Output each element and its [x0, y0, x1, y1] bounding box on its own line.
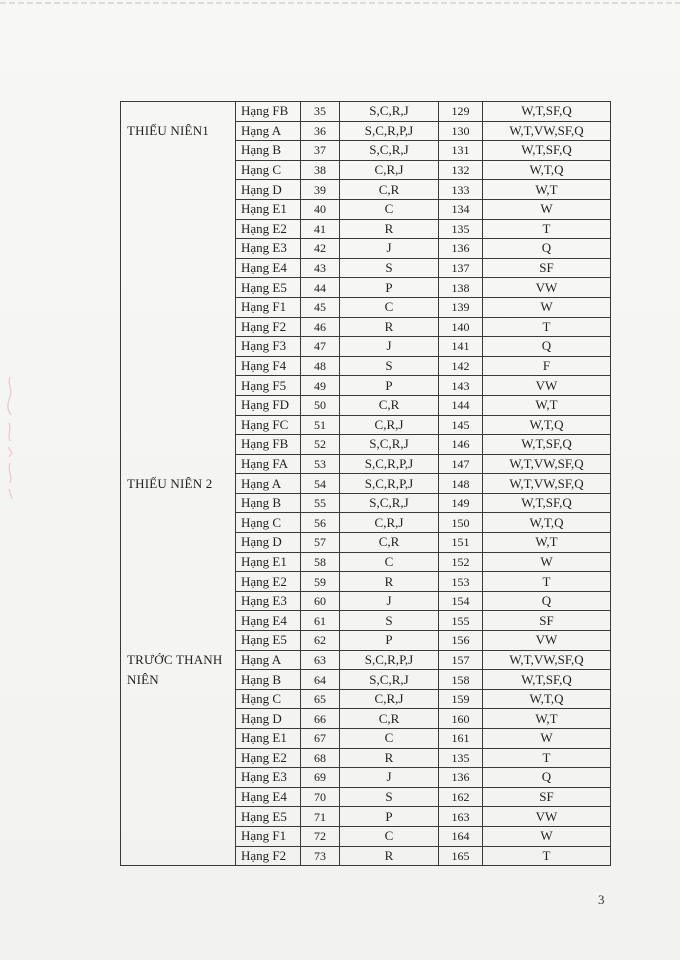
code-letters-cell-2: W,T,Q [483, 689, 611, 709]
code-letters-cell-2: VW [483, 631, 611, 651]
code-letters-cell: J [340, 768, 439, 788]
code-number-cell: 55 [301, 493, 340, 513]
rank-cell: Hạng F2 [236, 317, 301, 337]
handwritten-margin-mark [4, 375, 16, 505]
rank-cell: Hạng E2 [236, 219, 301, 239]
code-number-cell-2: 165 [439, 846, 483, 866]
code-number-cell-2: 152 [439, 552, 483, 572]
code-letters-cell-2: T [483, 317, 611, 337]
table-row [121, 729, 611, 749]
code-number-cell: 65 [301, 689, 340, 709]
group-cell [121, 493, 236, 513]
group-cell [121, 513, 236, 533]
table-row [121, 395, 611, 415]
table-row [121, 807, 611, 827]
code-number-cell: 41 [301, 219, 340, 239]
rank-cell: Hạng C [236, 513, 301, 533]
code-letters-cell: S,C,R,P,J [340, 474, 439, 494]
code-letters-cell: C,R [340, 709, 439, 729]
rank-cell: Hạng FA [236, 454, 301, 474]
code-number-cell-2: 161 [439, 729, 483, 749]
code-letters-cell-2: Q [483, 239, 611, 259]
code-letters-cell: P [340, 376, 439, 396]
code-number-cell: 50 [301, 395, 340, 415]
code-number-cell-2: 130 [439, 121, 483, 141]
table-row [121, 631, 611, 651]
code-letters-cell: P [340, 807, 439, 827]
code-letters-cell-2: Q [483, 337, 611, 357]
code-letters-cell-2: W,T,VW,SF,Q [483, 474, 611, 494]
code-number-cell: 51 [301, 415, 340, 435]
code-letters-cell-2: W,T [483, 395, 611, 415]
group-cell [121, 258, 236, 278]
scan-edge-line [0, 2, 680, 4]
code-letters-cell-2: W,T,SF,Q [483, 102, 611, 122]
table-row [121, 219, 611, 239]
code-letters-cell-2: W,T,SF,Q [483, 670, 611, 690]
code-number-cell-2: 146 [439, 435, 483, 455]
code-letters-cell-2: W,T,Q [483, 415, 611, 435]
rank-cell: Hạng A [236, 121, 301, 141]
group-cell [121, 356, 236, 376]
code-number-cell: 45 [301, 297, 340, 317]
code-number-cell-2: 140 [439, 317, 483, 337]
code-letters-cell: C [340, 297, 439, 317]
code-number-cell: 39 [301, 180, 340, 200]
code-number-cell-2: 163 [439, 807, 483, 827]
code-letters-cell: C,R [340, 180, 439, 200]
code-letters-cell: S [340, 356, 439, 376]
rank-cell: Hạng B [236, 670, 301, 690]
group-cell [121, 337, 236, 357]
table-row [121, 356, 611, 376]
code-number-cell: 36 [301, 121, 340, 141]
code-letters-cell: P [340, 631, 439, 651]
code-number-cell-2: 144 [439, 395, 483, 415]
group-cell [121, 591, 236, 611]
table-row [121, 552, 611, 572]
code-letters-cell: S,C,R,J [340, 493, 439, 513]
code-letters-cell-2: W,T,VW,SF,Q [483, 454, 611, 474]
rank-cell: Hạng E3 [236, 768, 301, 788]
rank-cell: Hạng E1 [236, 552, 301, 572]
code-letters-cell: S [340, 611, 439, 631]
code-letters-cell: S,C,R,P,J [340, 650, 439, 670]
table-row [121, 317, 611, 337]
code-number-cell: 48 [301, 356, 340, 376]
table-row [121, 376, 611, 396]
group-cell: NIÊN [121, 670, 236, 690]
code-letters-cell: S,C,R,J [340, 670, 439, 690]
code-letters-cell-2: T [483, 219, 611, 239]
code-number-cell-2: 145 [439, 415, 483, 435]
rank-cell: Hạng E3 [236, 239, 301, 259]
rank-cell: Hạng F3 [236, 337, 301, 357]
group-cell [121, 141, 236, 161]
code-letters-cell: R [340, 219, 439, 239]
code-number-cell: 54 [301, 474, 340, 494]
code-letters-cell: J [340, 239, 439, 259]
group-cell [121, 376, 236, 396]
code-number-cell-2: 142 [439, 356, 483, 376]
group-cell [121, 552, 236, 572]
table-row [121, 180, 611, 200]
rank-cell: Hạng E2 [236, 572, 301, 592]
code-number-cell-2: 149 [439, 493, 483, 513]
code-letters-cell: R [340, 572, 439, 592]
group-cell [121, 748, 236, 768]
page-number: 3 [598, 892, 605, 907]
group-cell [121, 454, 236, 474]
rank-cell: Hạng E5 [236, 631, 301, 651]
code-letters-cell-2: W,T [483, 180, 611, 200]
group-cell [121, 160, 236, 180]
group-cell [121, 846, 236, 866]
code-number-cell: 60 [301, 591, 340, 611]
code-number-cell-2: 137 [439, 258, 483, 278]
code-letters-cell-2: T [483, 846, 611, 866]
code-letters-cell: R [340, 317, 439, 337]
code-number-cell: 44 [301, 278, 340, 298]
code-letters-cell-2: T [483, 748, 611, 768]
table-row [121, 709, 611, 729]
code-number-cell-2: 134 [439, 199, 483, 219]
rank-cell: Hạng F1 [236, 297, 301, 317]
table-row [121, 611, 611, 631]
table-row [121, 846, 611, 866]
code-letters-cell: S,C,R,P,J [340, 121, 439, 141]
group-cell [121, 239, 236, 259]
code-letters-cell-2: W [483, 297, 611, 317]
code-number-cell: 43 [301, 258, 340, 278]
code-number-cell: 40 [301, 199, 340, 219]
code-number-cell: 52 [301, 435, 340, 455]
code-letters-cell: J [340, 337, 439, 357]
table-row [121, 591, 611, 611]
code-number-cell-2: 136 [439, 768, 483, 788]
rank-cell: Hạng E1 [236, 199, 301, 219]
group-cell [121, 317, 236, 337]
table-row [121, 454, 611, 474]
group-cell [121, 180, 236, 200]
code-number-cell-2: 157 [439, 650, 483, 670]
rank-cell: Hạng FB [236, 102, 301, 122]
group-cell [121, 611, 236, 631]
code-number-cell-2: 164 [439, 826, 483, 846]
table-row [121, 493, 611, 513]
code-number-cell-2: 159 [439, 689, 483, 709]
code-letters-cell: R [340, 846, 439, 866]
group-cell [121, 826, 236, 846]
table-row [121, 258, 611, 278]
code-letters-cell-2: SF [483, 258, 611, 278]
code-letters-cell: C,R,J [340, 415, 439, 435]
rank-cell: Hạng FD [236, 395, 301, 415]
code-letters-cell-2: VW [483, 278, 611, 298]
rank-cell: Hạng E4 [236, 258, 301, 278]
group-cell [121, 395, 236, 415]
rank-cell: Hạng F1 [236, 826, 301, 846]
table-row [121, 415, 611, 435]
group-cell [121, 729, 236, 749]
code-number-cell-2: 143 [439, 376, 483, 396]
rank-cell: Hạng B [236, 141, 301, 161]
code-letters-cell-2: W [483, 199, 611, 219]
group-cell [121, 278, 236, 298]
table-row [121, 650, 611, 670]
code-number-cell-2: 162 [439, 787, 483, 807]
code-number-cell-2: 135 [439, 219, 483, 239]
code-number-cell: 47 [301, 337, 340, 357]
code-letters-cell-2: W,T,VW,SF,Q [483, 650, 611, 670]
code-number-cell: 66 [301, 709, 340, 729]
table-row [121, 160, 611, 180]
code-letters-cell-2: W,T,SF,Q [483, 435, 611, 455]
code-number-cell: 56 [301, 513, 340, 533]
table-row [121, 533, 611, 553]
code-number-cell: 70 [301, 787, 340, 807]
code-number-cell-2: 139 [439, 297, 483, 317]
code-letters-cell: S [340, 787, 439, 807]
group-cell [121, 219, 236, 239]
code-letters-cell-2: VW [483, 807, 611, 827]
code-letters-cell: S [340, 258, 439, 278]
code-letters-cell-2: W,T,Q [483, 160, 611, 180]
rank-cell: Hạng A [236, 474, 301, 494]
rank-cell: Hạng E5 [236, 278, 301, 298]
code-number-cell-2: 158 [439, 670, 483, 690]
code-letters-cell-2: W [483, 729, 611, 749]
group-cell [121, 807, 236, 827]
group-cell: TRƯỚC THANH [121, 650, 236, 670]
code-number-cell-2: 155 [439, 611, 483, 631]
code-number-cell-2: 141 [439, 337, 483, 357]
rank-cell: Hạng FC [236, 415, 301, 435]
table-row [121, 141, 611, 161]
code-number-cell: 38 [301, 160, 340, 180]
code-number-cell-2: 135 [439, 748, 483, 768]
code-number-cell-2: 132 [439, 160, 483, 180]
code-number-cell-2: 131 [439, 141, 483, 161]
table-row [121, 239, 611, 259]
rank-cell: Hạng A [236, 650, 301, 670]
code-number-cell-2: 160 [439, 709, 483, 729]
code-number-cell: 67 [301, 729, 340, 749]
code-number-cell: 61 [301, 611, 340, 631]
rank-cell: Hạng E1 [236, 729, 301, 749]
table-row [121, 787, 611, 807]
code-number-cell: 68 [301, 748, 340, 768]
code-letters-cell-2: Q [483, 768, 611, 788]
code-letters-cell: C,R [340, 395, 439, 415]
table-row [121, 670, 611, 690]
code-letters-cell: C,R,J [340, 513, 439, 533]
code-number-cell: 72 [301, 826, 340, 846]
table-row [121, 768, 611, 788]
code-number-cell: 69 [301, 768, 340, 788]
code-letters-cell-2: W,T,SF,Q [483, 493, 611, 513]
code-letters-cell-2: W,T,Q [483, 513, 611, 533]
rank-cell: Hạng FB [236, 435, 301, 455]
code-number-cell: 53 [301, 454, 340, 474]
code-letters-cell-2: Q [483, 591, 611, 611]
table-row [121, 337, 611, 357]
group-cell [121, 102, 236, 122]
code-letters-cell-2: W,T [483, 709, 611, 729]
code-number-cell-2: 147 [439, 454, 483, 474]
rank-cell: Hạng F2 [236, 846, 301, 866]
code-number-cell: 57 [301, 533, 340, 553]
group-cell [121, 297, 236, 317]
rank-cell: Hạng D [236, 709, 301, 729]
code-letters-cell: R [340, 748, 439, 768]
table-body [121, 102, 611, 866]
code-number-cell-2: 153 [439, 572, 483, 592]
code-number-cell-2: 129 [439, 102, 483, 122]
code-number-cell: 37 [301, 141, 340, 161]
code-number-cell-2: 154 [439, 591, 483, 611]
code-letters-cell: C,R,J [340, 160, 439, 180]
code-letters-cell: S,C,R,J [340, 141, 439, 161]
table-row [121, 435, 611, 455]
group-cell [121, 787, 236, 807]
table-row [121, 748, 611, 768]
rank-cell: Hạng E4 [236, 611, 301, 631]
code-letters-cell-2: W [483, 552, 611, 572]
code-letters-cell-2: F [483, 356, 611, 376]
group-cell [121, 199, 236, 219]
rank-cell: Hạng F4 [236, 356, 301, 376]
group-cell [121, 435, 236, 455]
code-letters-cell: C [340, 826, 439, 846]
code-number-cell-2: 138 [439, 278, 483, 298]
code-letters-cell: S,C,R,P,J [340, 454, 439, 474]
table-row [121, 474, 611, 494]
table-row [121, 278, 611, 298]
group-cell [121, 572, 236, 592]
rank-cell: Hạng C [236, 160, 301, 180]
rank-cell: Hạng F5 [236, 376, 301, 396]
code-letters-cell: C,R,J [340, 689, 439, 709]
code-number-cell: 46 [301, 317, 340, 337]
group-cell: THIẾU NIÊN 2 [121, 474, 236, 494]
code-number-cell-2: 148 [439, 474, 483, 494]
table-row [121, 199, 611, 219]
code-number-cell-2: 133 [439, 180, 483, 200]
code-letters-cell: C [340, 729, 439, 749]
code-letters-cell: S,C,R,J [340, 435, 439, 455]
code-letters-cell-2: W,T,VW,SF,Q [483, 121, 611, 141]
table-row [121, 121, 611, 141]
code-letters-cell-2: W,T,SF,Q [483, 141, 611, 161]
code-letters-cell: P [340, 278, 439, 298]
rank-cell: Hạng E4 [236, 787, 301, 807]
group-cell [121, 768, 236, 788]
code-letters-cell-2: W [483, 826, 611, 846]
rank-cell: Hạng E5 [236, 807, 301, 827]
code-letters-cell-2: SF [483, 611, 611, 631]
code-number-cell-2: 151 [439, 533, 483, 553]
group-cell [121, 631, 236, 651]
code-letters-cell: S,C,R,J [340, 102, 439, 122]
code-letters-cell-2: T [483, 572, 611, 592]
rank-cell: Hạng D [236, 533, 301, 553]
table-row [121, 689, 611, 709]
code-number-cell: 58 [301, 552, 340, 572]
rank-code-table [120, 101, 611, 866]
group-cell [121, 415, 236, 435]
group-cell: THIẾU NIÊN1 [121, 121, 236, 141]
group-cell [121, 533, 236, 553]
table-row [121, 297, 611, 317]
rank-cell: Hạng C [236, 689, 301, 709]
group-cell [121, 689, 236, 709]
code-number-cell: 62 [301, 631, 340, 651]
group-cell [121, 709, 236, 729]
code-number-cell: 35 [301, 102, 340, 122]
code-number-cell: 42 [301, 239, 340, 259]
table-row [121, 572, 611, 592]
table-row [121, 513, 611, 533]
rank-cell: Hạng B [236, 493, 301, 513]
code-number-cell: 49 [301, 376, 340, 396]
rank-cell: Hạng E2 [236, 748, 301, 768]
code-letters-cell-2: VW [483, 376, 611, 396]
code-letters-cell: C [340, 552, 439, 572]
code-number-cell-2: 150 [439, 513, 483, 533]
code-letters-cell: C [340, 199, 439, 219]
code-number-cell-2: 136 [439, 239, 483, 259]
code-letters-cell-2: W,T [483, 533, 611, 553]
code-letters-cell: J [340, 591, 439, 611]
code-letters-cell-2: SF [483, 787, 611, 807]
code-number-cell-2: 156 [439, 631, 483, 651]
code-number-cell: 59 [301, 572, 340, 592]
code-number-cell: 63 [301, 650, 340, 670]
table-row [121, 102, 611, 122]
code-number-cell: 73 [301, 846, 340, 866]
code-number-cell: 64 [301, 670, 340, 690]
rank-cell: Hạng D [236, 180, 301, 200]
table-row [121, 826, 611, 846]
code-number-cell: 71 [301, 807, 340, 827]
rank-cell: Hạng E3 [236, 591, 301, 611]
code-letters-cell: C,R [340, 533, 439, 553]
